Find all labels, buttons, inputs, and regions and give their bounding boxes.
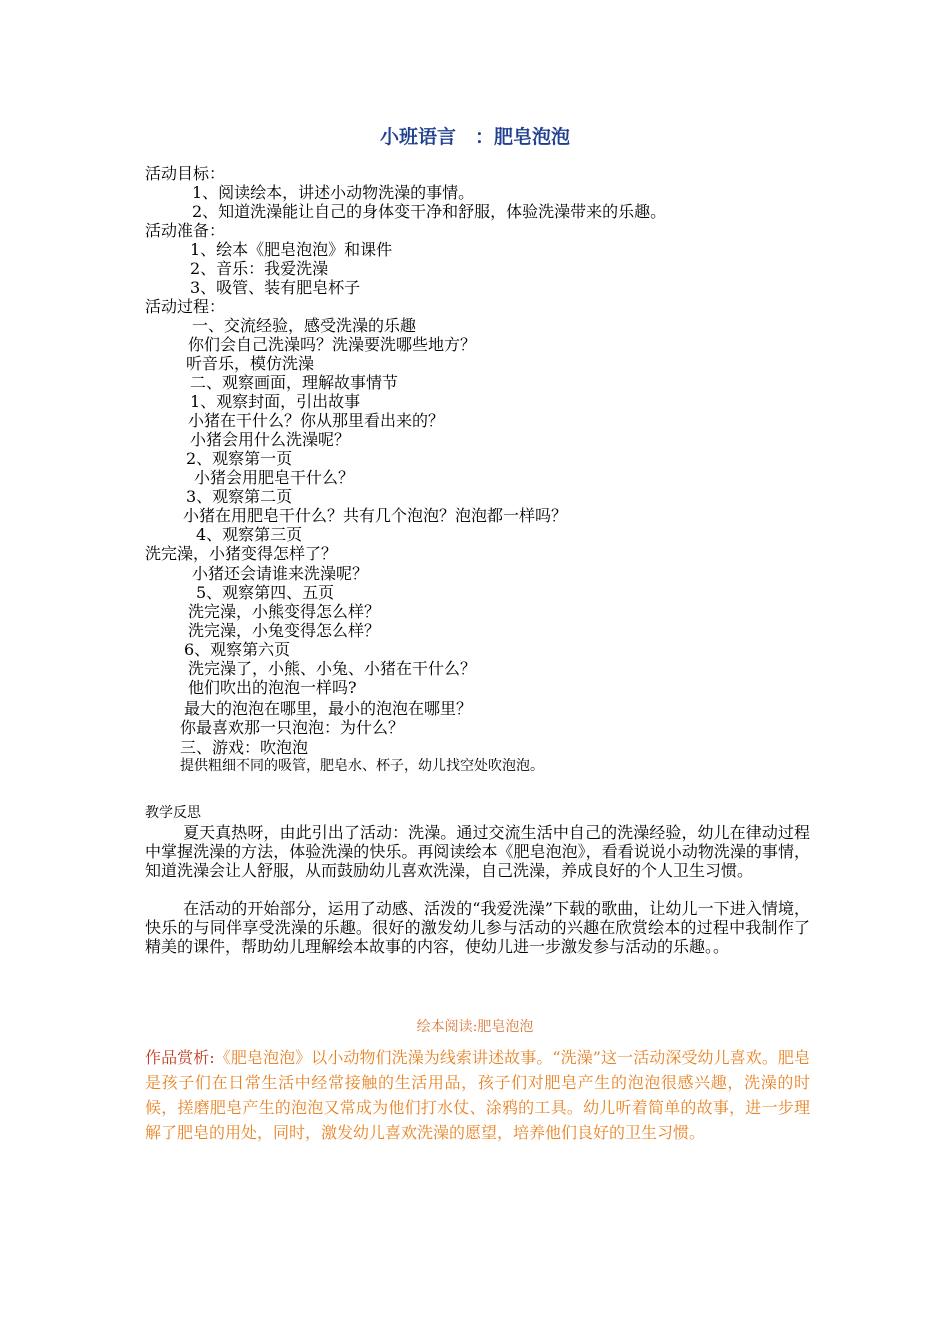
- list-item: 听音乐，模仿洗澡: [186, 354, 315, 373]
- section-heading-process: 活动过程：: [145, 297, 226, 316]
- reflection-paragraph-2: [145, 899, 810, 956]
- list-item: 三、游戏：吹泡泡: [180, 738, 309, 757]
- list-item: 小猪会用肥皂干什么？: [194, 468, 355, 487]
- list-item: 5、观察第四、五页: [196, 583, 335, 602]
- list-item: 一、交流经验，感受洗澡的乐趣: [192, 316, 417, 335]
- list-item: 1、阅读绘本，讲述小动物洗澡的事情。: [192, 183, 475, 202]
- list-item: 1、观察封面，引出故事: [190, 392, 361, 411]
- reflection-text-1: 夏天真热呀，由此引出了活动：洗澡。通过交流生活中自己的洗澡经验，幼儿在律动过程中掌握洗澡的方法，体验洗澡的快乐。再阅读绘本《肥皂泡泡》，看看说说小动物洗澡的事情，知道洗澡会让人舒服，从而鼓励幼儿喜欢洗澡，自己洗澡，养成良好的个人卫生习惯。: [145, 823, 810, 880]
- reflection-text-2: 在活动的开始部分，运用了动感、活泼的“我爱洗澡”下载的歌曲，让幼儿一下进入情境，快乐的与同伴享受洗澡的乐趣。很好的激发幼儿参与活动的兴趣在欣赏绘本的过程中我制作了精美的课件，帮助幼儿理解绘本故事的内容，使幼儿进一步激发参与活动的乐趣。。: [145, 899, 810, 956]
- list-item: 1、绘本《肥皂泡泡》和课件: [190, 240, 393, 259]
- section-heading-goals: 活动目标：: [145, 164, 226, 183]
- list-item: 6、观察第六页: [184, 640, 291, 659]
- appreciation-paragraph: [145, 1045, 810, 1145]
- list-item: 小猪在用肥皂干什么？共有几个泡泡？泡泡都一样吗？: [183, 506, 568, 525]
- appreciation-label: 作品赏析:: [145, 1048, 215, 1067]
- list-item: 他们吹出的泡泡一样吗?: [188, 678, 357, 697]
- section-heading-prep: 活动准备：: [145, 221, 226, 240]
- appreciation-text: 《肥皂泡泡》以小动物们洗澡为线索讲述故事。“洗澡”这一活动深受幼儿喜欢。肥皂是孩子们在日常生活中经常接触的生活用品，孩子们对肥皂产生的泡泡很感兴趣，洗澡的时候，搓磨肥皂产生的泡泡又常成为他们打水仗、涂鸦的工具。幼儿听着简单的故事，进一步理解了肥皂的用处，同时，激发幼儿喜欢洗澡的愿望，培养他们良好的卫生习惯。: [145, 1048, 810, 1142]
- list-item: 3、观察第二页: [186, 487, 293, 506]
- list-item: 你们会自己洗澡吗？洗澡要洗哪些地方？: [188, 335, 477, 354]
- list-item: 洗完澡，小兔变得怎么样？: [188, 621, 381, 640]
- reflection-paragraph-1: [145, 823, 810, 880]
- list-item: 小猪还会请谁来洗澡呢？: [192, 564, 369, 583]
- list-item: 2、知道洗澡能让自己的身体变干净和舒服，体验洗澡带来的乐趣。: [192, 202, 667, 221]
- list-item: 小猪在干什么？你从那里看出来的？: [188, 411, 445, 430]
- list-item: 最大的泡泡在哪里，最小的泡泡在哪里？: [184, 699, 473, 718]
- list-item: 洗完澡了，小熊、小兔、小猪在干什么？: [188, 659, 477, 678]
- list-item: 你最喜欢那一只泡泡：为什么？: [180, 718, 405, 737]
- list-item: 洗完澡，小猪变得怎样了？: [145, 544, 338, 563]
- list-item: 二、观察画面，理解故事情节: [190, 373, 399, 392]
- list-item: 洗完澡，小熊变得怎么样？: [188, 602, 381, 621]
- page-title: 小班语言 ：肥皂泡泡: [379, 126, 570, 148]
- reading-subtitle: 绘本阅读:肥皂泡泡: [416, 1019, 534, 1035]
- list-item: 小猪会用什么洗澡呢？: [190, 430, 351, 449]
- list-item: 提供粗细不同的吸管，肥皂水、杯子，幼儿找空处吹泡泡。: [180, 758, 544, 774]
- list-item: 4、观察第三页: [196, 525, 303, 544]
- list-item: 3、吸管、装有肥皂杯子: [190, 278, 361, 297]
- list-item: 2、音乐：我爱洗澡: [190, 259, 329, 278]
- reflection-heading: 教学反思: [145, 805, 201, 821]
- list-item: 2、观察第一页: [186, 449, 293, 468]
